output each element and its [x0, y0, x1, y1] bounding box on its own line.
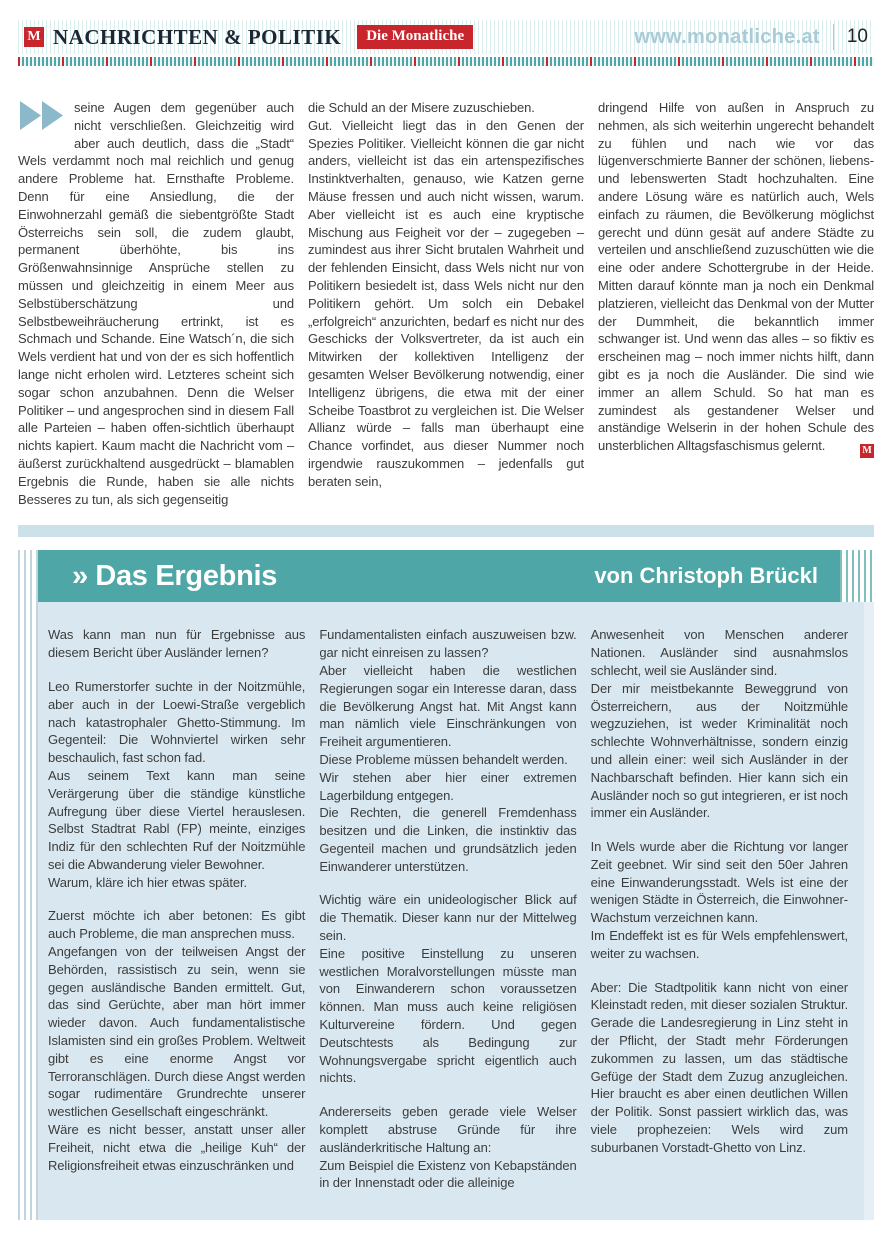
- paragraph: Aber vielleicht haben die westlichen Regierungen sogar ein Interesse daran, dass die Bevölkerung Angst hat. Mit Angst kann man nämlich viele Einschränkungen von Freiheit argumentieren.: [319, 662, 577, 750]
- header-bar: [18, 20, 874, 54]
- article-column-3-text: [598, 99, 874, 455]
- double-arrow-right-icon: [18, 99, 74, 136]
- paragraph: Aus seinem Text kann man seine Verärgerung über die ständige künstliche Aufregung über diese Viertel herauslesen. Selbst Stadtrat Rabl (FP) meinte, einziges Indiz für den schlechten Ruf der Noitzmühle sei die Abwanderung vieler Bewohner.: [48, 767, 306, 872]
- paragraph: Warum, kläre ich hier etwas später.: [48, 874, 248, 890]
- article-column-3: [598, 99, 874, 508]
- paragraph-gap: [48, 662, 305, 678]
- section-heading: [72, 560, 277, 593]
- paragraph: Die Rechten, die generell Fremdenhass besitzen und die Linken, die instinktiv das Gegenteil machen und grundsätzlich jeden Einwanderer unterstützen.: [319, 805, 577, 874]
- ergebnis-column-1: [48, 626, 305, 1192]
- page-header: [0, 20, 892, 66]
- paragraph: Wir stehen aber hier einer extremen Lagerbildung entgegen.: [319, 769, 577, 803]
- byline: von Christoph Brückl: [594, 563, 818, 589]
- paragraph: Fundamentalisten einfach auszuweisen bzw. gar nicht einreisen zu lassen?: [319, 627, 577, 661]
- paragraph: die Schuld an der Misere zuzuschieben.: [308, 100, 535, 115]
- article-column-2: [308, 99, 584, 508]
- paragraph: Diese Probleme müssen behandelt werden.: [319, 751, 568, 767]
- magazine-m-endmark-icon: M: [860, 444, 874, 458]
- brand-badge: Die Monatliche: [357, 25, 473, 49]
- ergebnis-text-box: [38, 602, 874, 1220]
- chevrons-icon: ››: [72, 559, 86, 592]
- paragraph: Zum Beispiel die Existenz von Kebapständen in der Innenstadt oder die alleinige: [319, 1157, 577, 1191]
- header-divider: [833, 24, 834, 50]
- paragraph: Zuerst möchte ich aber betonen: Es gibt auch Probleme, die man ansprechen muss.: [48, 908, 306, 942]
- paragraph: Angefangen von der teilweisen Angst der Behörden, rassistisch zu sein, wenn sie gegen ausländische Banden ermittelt. Gut, das sind Gerüchte, aber man hört immer wieder davon. Auch fundamentalistische Islamisten sind ein großes Problem. Weltweit gibt es eine enorme Angst vor Terroranschlägen. Durch diese Angst werden sogar rudimentäre Grundrechte unserer westlichen Gesellschaft eingeschränkt.: [48, 944, 306, 1120]
- magazine-logo-icon: M: [24, 27, 44, 47]
- paragraph: Was kann man nun für Ergebnisse aus diesem Bericht über Ausländer lernen?: [48, 627, 306, 661]
- decorative-right-stripes: [840, 550, 874, 602]
- paragraph: Andererseits geben gerade viele Welser komplett abstruse Gründe für ihre ausländerkritische Haltung an:: [319, 1104, 577, 1155]
- paragraph: Wichtig wäre ein unideologischer Blick auf die Thematik. Dieser kann nur der Mittelweg sein.: [319, 892, 577, 944]
- article-column-1: [18, 99, 294, 508]
- paragraph: Aber: Die Stadtpolitik kann nicht von einer Kleinstadt reden, mit dieser sozialen Struktur. Gerade die Landesregierung in Linz steht in der Pflicht, der Stadt mehr Förderungen zukommen zu lassen, um das städtische Gefüge der Stadt dem Zuzug anzugleichen. Hier braucht es aber einen deutlichen Willen der Politik. Sonst passiert wirklich das, was viele prophezeien: Wels wird zum suburbanen Vorstadt-Ghetto von Linz.: [590, 979, 848, 1155]
- paragraph: Leo Rumerstorfer suchte in der Noitzmühle, aber auch in der Loewi-Straße vergeblich nach katastrophaler Ghetto-Stimmung. Im Gegenteil: Die Wohnviertel wirken sehr beschaulich, fast schon fad.: [48, 678, 306, 766]
- decorative-stripe-band: [18, 57, 874, 66]
- section-header: [38, 550, 840, 602]
- paragraph: Der mir meistbekannte Beweggrund von Österreichern, aus der Noitzmühle wegzuziehen, ist weder Kriminalität noch schlechte Wohnverhältnisse, sondern einzig und allein einer: weil sich Ausländer in der Nachbarschaft befinden. Hier kann sich ein Ausländer noch so gut integrieren, er ist noch immer ein Ausländer.: [590, 680, 848, 821]
- ergebnis-column-2: [319, 626, 576, 1192]
- top-article: [18, 99, 874, 508]
- paragraph: dringend Hilfe von außen in Anspruch zu nehmen, als sich weiterhin ungerecht behandelt zu fühlen und nach wie vor das lügenverschmierte Banner der schönen, liebens- und lebenswerten Stadt hochzuhalten. Eine andere Lösung wäre es natürlich auch, Wels einfach zu räumen, die Bevölkerung möglichst gerecht und dünn gesät auf andere Städte zu verteilen und anschließend zuzuschütten wie die eine oder andere Schottergrube in der Heide. Mitten darauf könnte man ja noch ein Denkmal platzieren, vielleicht das Denkmal von der Mutter der Dummheit, die bekanntlich immer schwanger ist. Und wenn das alles – so fiktiv es erscheinen mag – noch immer nichts hilft, dann gibt es ja noch die Ausländer. Die sind wie immer an allem Schuld. So hat man es zumindest als gestandener Welser und anständige Welserin in der hohen Schule des unsterblichen Alltagsfaschismus gelernt.: [598, 100, 874, 454]
- section-header-band: [38, 550, 874, 602]
- paragraph: Wäre es nicht besser, anstatt unser aller Freiheit, nicht etwa die „heilige Kuh“ der Religionsfreiheit etwas einzuschränken und: [48, 1122, 306, 1173]
- paragraph-gap: [319, 875, 576, 891]
- paragraph-gap: [591, 822, 848, 838]
- page-number: 10: [846, 26, 868, 47]
- paragraph: Im Endeffekt ist es für Wels empfehlenswert, weiter zu wachsen.: [590, 928, 848, 961]
- paragraph: seine Augen dem gegenüber auch nicht verschließen. Gleichzeitig wird aber auch deutlich, dass die „Stadt“ Wels verdammt noch mal reichlich und genug andere Probleme hat. Ernsthafte Probleme. Denn für eine Ansiedlung, die der Einwohnerzahl gemäß die siebentgrößte Stadt Österreichs sein soll, die zudem glaubt, permanent überhöhte, bis ins Größenwahnsinnige Ansprüche stellen zu müssen und gleichzeitig in einem Meer aus Selbstüberschätzung und Selbstbeweihräucherung ertrinkt, ist es Schmach und Schande. Eine Watsch´n, die sich Wels verdient hat und von der es sich hoffentlich lange nicht erholen wird. Letzteres scheint sich sogar schon anzubahnen. Denn die Welser Politiker – und angesprochen sind in diesem Fall alle Parteien – haben offen-sichtlich überhaupt nichts kapiert. Kaum macht die Nachricht vom – äußerst zurückhaltend ausgedrückt – blamablen Ergebnis die Runde, haben sie alle nichts Besseres zu tun, als sich gegenseitig: [18, 100, 294, 507]
- paragraph-gap: [319, 1087, 576, 1103]
- separator-bar: [18, 525, 874, 537]
- section-heading-text: Das Ergebnis: [95, 559, 278, 592]
- paragraph: Anwesenheit von Menschen anderer Nationen. Ausländer sind ausnahmslos schlecht, weil sie Ausländer sind.: [590, 627, 848, 678]
- ergebnis-column-3: [591, 626, 848, 1192]
- paragraph-gap: [48, 891, 305, 907]
- page-content: [0, 99, 892, 1220]
- decorative-left-stripes: [18, 550, 38, 1220]
- ergebnis-section: [18, 550, 874, 1220]
- section-title: NACHRICHTEN & POLITIK: [53, 24, 342, 49]
- website-link[interactable]: www.monatliche.at: [634, 25, 820, 48]
- paragraph-gap: [591, 963, 848, 979]
- paragraph: Eine positive Einstellung zu unseren westlichen Moralvorstellungen müsste man von Einwanderern schon voraussetzen können. Man muss auch keine religiösen Kulturvereine fördern. Und gegen Deutschtests als Bedingung zur Wohnungsvergabe spricht eigentlich auch nichts.: [319, 945, 577, 1086]
- paragraph: In Wels wurde aber die Richtung vor langer Zeit geebnet. Wir sind seit den 50er Jahren eine Einwanderungsstadt. Wels ist eine der wenigen Städte in Österreich, die Einwohner-Wachstum verzeichnen kann.: [590, 839, 848, 926]
- paragraph: Gut. Vielleicht liegt das in den Genen der Spezies Politiker. Vielleicht können die gar nicht anders, vielleicht ist das ein artenspezifisches Instinktverhalten, genauso, wie Katzen gerne Mäuse fressen und auch nicht wissen, warum. Aber vielleicht ist es auch eine kryptische Mischung aus Feigheit vor der – zugegeben – zumindest aus ihrer Sicht brutalen Wahrheit und der fehlenden Einsicht, dass Wels nicht nur von Politikern besiedelt ist, dass Wels nicht nur den Politikern gehört. Um solch ein Debakel „erfolgreich“ anzurichten, bedarf es nicht nur des Geschicks der Volksvertreter, da ist auch ein Mitwirken der kollektiven Intelligenz der gesamten Welser Bevölkerung notwendig, einer Intelligenz übrigens, die etwa mit der einer Scheibe Toastbrot zu vergleichen ist. Die Welser Allianz würde – falls man überhaupt eine Chance vorfindet, aus dieser Nummer noch irgendwie rauszukommen – jedenfalls gut beraten sein,: [308, 117, 584, 489]
